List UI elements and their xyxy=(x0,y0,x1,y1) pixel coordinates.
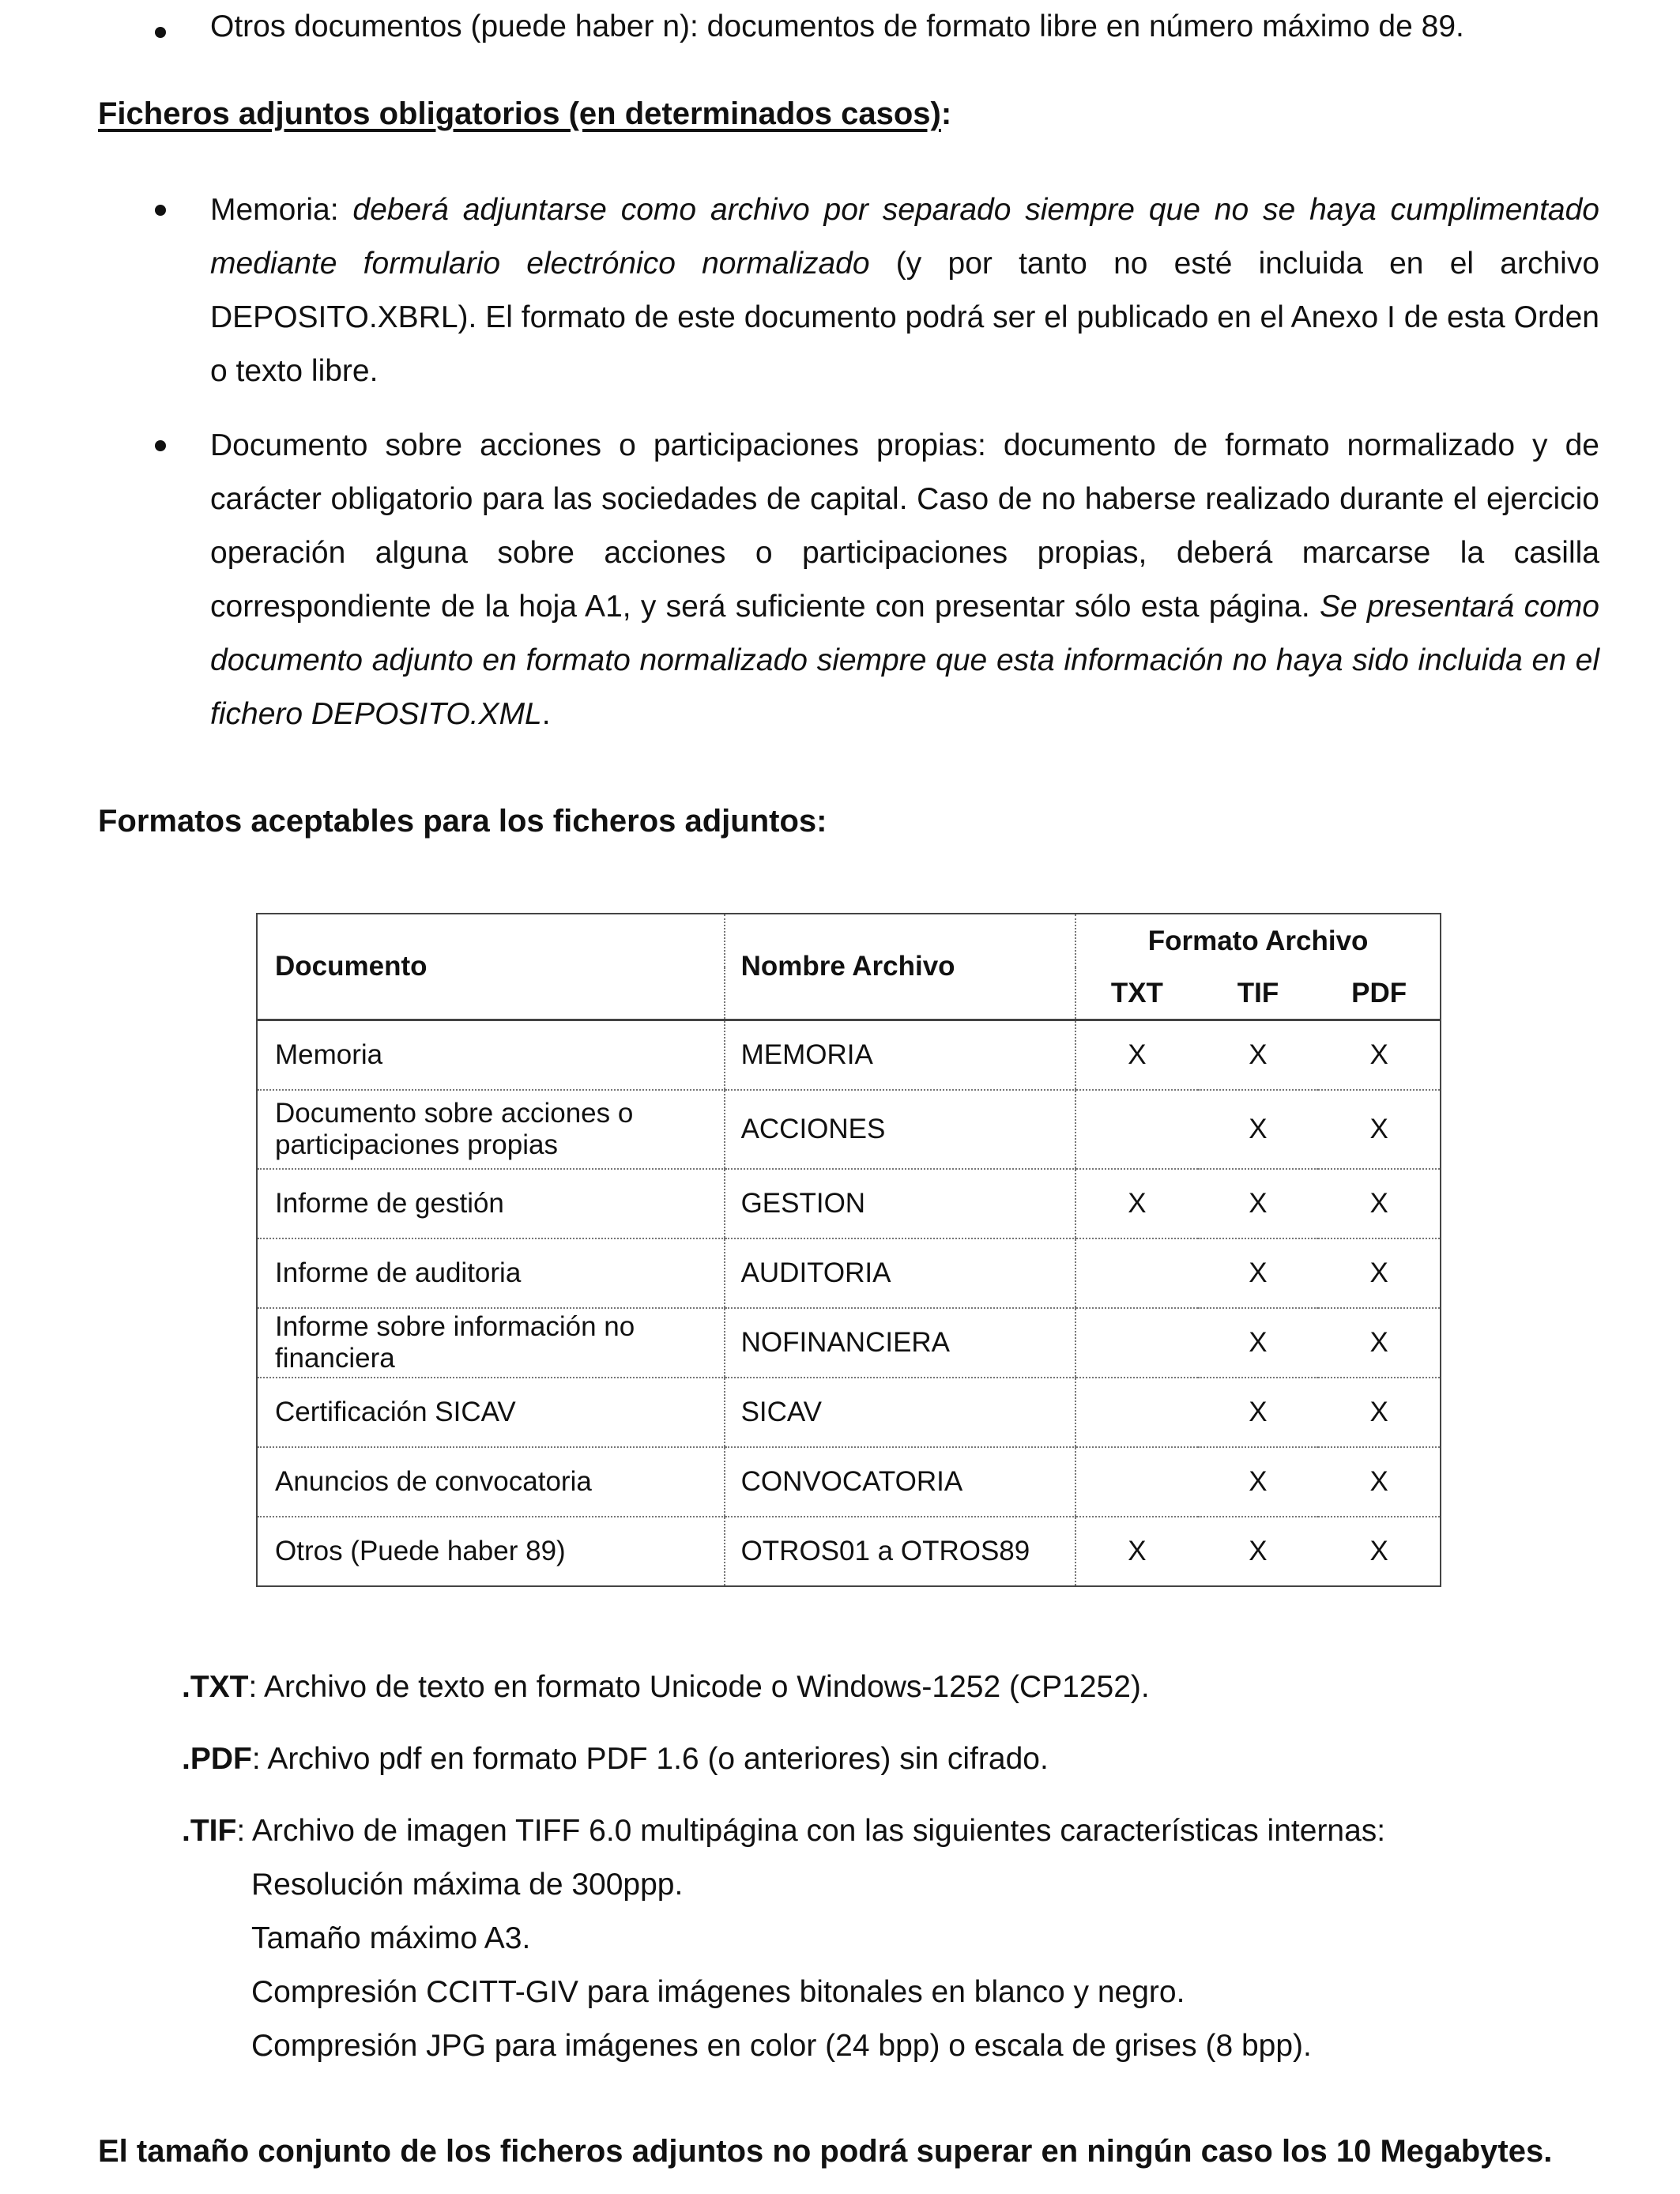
cell-tif: X xyxy=(1198,1090,1319,1169)
note-txt xyxy=(182,1661,1150,1714)
cell-nombre: NOFINANCIERA xyxy=(725,1308,1076,1378)
col-header-nombre-archivo: Nombre Archivo xyxy=(725,914,1076,1020)
note-tif-desc: : Archivo de imagen TIFF 6.0 multipágina con las siguientes características internas: xyxy=(236,1814,1386,1848)
memoria-rest: (y por tanto no esté incluida en el archivo DEPOSITO.XBRL). El formato de este documento podrá ser el publicado en el Anexo I de esta Orden o texto libre. xyxy=(210,247,1600,388)
cell-pdf: X xyxy=(1318,1517,1441,1586)
section-heading-obligatorios xyxy=(98,96,951,132)
col-header-pdf: PDF xyxy=(1318,967,1441,1020)
cell-nombre: SICAV xyxy=(725,1378,1076,1447)
note-pdf-ext: .PDF xyxy=(182,1742,252,1776)
table-row xyxy=(257,1169,1441,1238)
cell-pdf: X xyxy=(1318,1020,1441,1090)
col-header-formato-archivo: Formato Archivo xyxy=(1075,914,1441,967)
table-row xyxy=(257,1378,1441,1447)
final-size-note: El tamaño conjunto de los ficheros adjuntos no podrá superar en ningún caso los 10 Megabytes. xyxy=(98,2134,1553,2169)
cell-txt xyxy=(1075,1378,1197,1447)
cell-documento: Informe de auditoria xyxy=(257,1238,725,1308)
cell-tif: X xyxy=(1198,1308,1319,1378)
cell-txt: X xyxy=(1075,1169,1197,1238)
bullet-icon xyxy=(155,440,166,451)
cell-pdf: X xyxy=(1318,1447,1441,1517)
col-header-documento: Documento xyxy=(257,914,725,1020)
table-row xyxy=(257,1308,1441,1378)
cell-txt: X xyxy=(1075,1020,1197,1090)
bullet-icon xyxy=(155,205,166,216)
bullet-text: Otros documentos (puede haber n): documentos de formato libre en número máximo de 89. xyxy=(210,9,1464,43)
cell-pdf: X xyxy=(1318,1238,1441,1308)
note-tif-ext: .TIF xyxy=(182,1814,237,1848)
cell-documento: Informe de gestión xyxy=(257,1169,725,1238)
col-header-txt: TXT xyxy=(1075,967,1197,1020)
acciones-plain: Documento sobre acciones o participaciones propias: documento de formato normalizado y de carácter obligatorio para las sociedades de capital. Caso de no haberse realizado durante el ejercicio operación alguna sobre acciones o participaciones propias, deberá marcarse la casilla correspondiente de la hoja A1, y será suficiente con presentar sólo esta página. xyxy=(210,428,1599,624)
table-row xyxy=(257,1090,1441,1169)
memoria-italic: deberá adjuntarse como archivo por separado siempre que no se haya cumplimentado mediante formulario electrónico normalizado xyxy=(210,193,1599,281)
heading-colon: : xyxy=(940,96,952,131)
bullet-memoria-text xyxy=(210,183,1599,398)
note-txt-ext: .TXT xyxy=(182,1670,249,1704)
cell-txt: X xyxy=(1075,1517,1197,1586)
table-row xyxy=(257,1517,1441,1586)
bullet-icon xyxy=(155,27,166,38)
cell-documento: Otros (Puede haber 89) xyxy=(257,1517,725,1586)
section-heading-formatos: Formatos aceptables para los ficheros adjuntos: xyxy=(98,804,827,839)
cell-pdf: X xyxy=(1318,1090,1441,1169)
tif-characteristic: Resolución máxima de 300ppp. xyxy=(251,1868,684,1902)
cell-pdf: X xyxy=(1318,1308,1441,1378)
table-row xyxy=(257,1238,1441,1308)
cell-nombre: ACCIONES xyxy=(725,1090,1076,1169)
cell-documento: Documento sobre acciones o participaciones propias xyxy=(257,1090,725,1169)
table-row xyxy=(257,1447,1441,1517)
cell-tif: X xyxy=(1198,1169,1319,1238)
cell-tif: X xyxy=(1198,1238,1319,1308)
cell-txt xyxy=(1075,1238,1197,1308)
tif-characteristic: Compresión JPG para imágenes en color (24 bpp) o escala de grises (8 bpp). xyxy=(251,2029,1312,2063)
tif-characteristic: Compresión CCITT-GIV para imágenes bitonales en blanco y negro. xyxy=(251,1975,1185,2009)
cell-nombre: CONVOCATORIA xyxy=(725,1447,1076,1517)
cell-nombre: OTROS01 a OTROS89 xyxy=(725,1517,1076,1586)
cell-tif: X xyxy=(1198,1378,1319,1447)
table-header-row xyxy=(257,914,1441,967)
cell-documento: Certificación SICAV xyxy=(257,1378,725,1447)
cell-nombre: MEMORIA xyxy=(725,1020,1076,1090)
cell-txt xyxy=(1075,1308,1197,1378)
formats-table xyxy=(256,913,1441,1587)
cell-documento: Memoria xyxy=(257,1020,725,1090)
heading-text: Ficheros adjuntos obligatorios (en determinados casos) xyxy=(98,96,941,131)
cell-nombre: AUDITORIA xyxy=(725,1238,1076,1308)
tif-characteristic: Tamaño máximo A3. xyxy=(251,1921,531,1955)
col-header-tif: TIF xyxy=(1198,967,1319,1020)
cell-tif: X xyxy=(1198,1447,1319,1517)
note-pdf xyxy=(182,1732,1049,1786)
note-pdf-desc: : Archivo pdf en formato PDF 1.6 (o anteriores) sin cifrado. xyxy=(251,1742,1049,1776)
cell-txt xyxy=(1075,1447,1197,1517)
cell-documento: Informe sobre información no financiera xyxy=(257,1308,725,1378)
cell-txt xyxy=(1075,1090,1197,1169)
cell-tif: X xyxy=(1198,1517,1319,1586)
cell-pdf: X xyxy=(1318,1378,1441,1447)
memoria-lead: Memoria: xyxy=(210,193,353,227)
cell-pdf: X xyxy=(1318,1169,1441,1238)
acciones-end: . xyxy=(541,697,551,731)
note-tif xyxy=(182,1804,1385,1858)
cell-tif: X xyxy=(1198,1020,1319,1090)
cell-nombre: GESTION xyxy=(725,1169,1076,1238)
bullet-acciones-text xyxy=(210,419,1599,741)
table-row xyxy=(257,1020,1441,1090)
acciones-italic: Se presentará como documento adjunto en formato normalizado siempre que esta información no haya sido incluida en el fichero DEPOSITO.XML xyxy=(210,590,1599,731)
note-txt-desc: : Archivo de texto en formato Unicode o Windows-1252 (CP1252). xyxy=(248,1670,1150,1704)
cell-documento: Anuncios de convocatoria xyxy=(257,1447,725,1517)
